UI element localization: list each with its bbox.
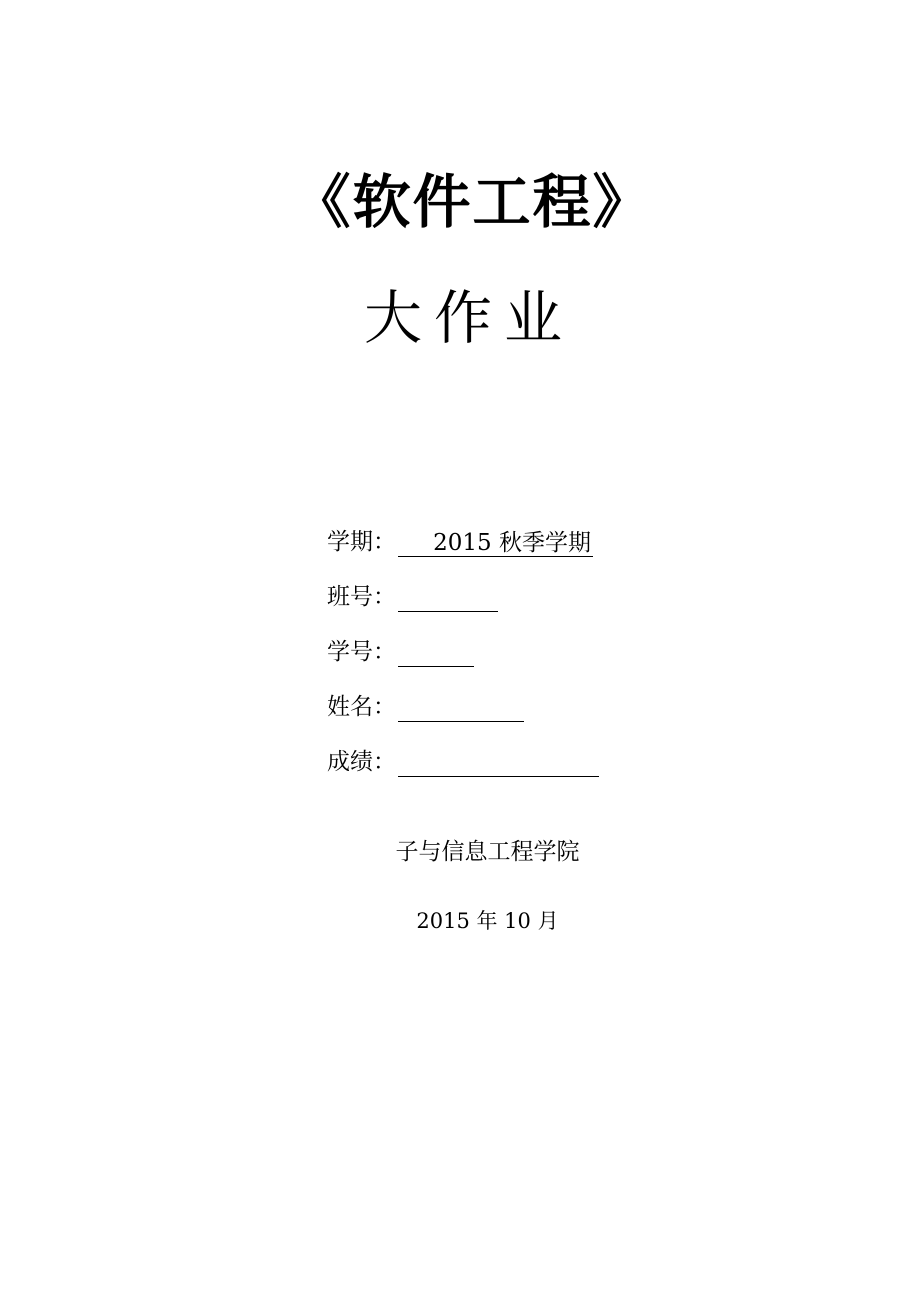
class-number-value [398, 584, 498, 612]
grade-value [398, 749, 599, 777]
grade-row [327, 722, 599, 777]
student-id-value [398, 639, 474, 667]
name-value [398, 694, 524, 722]
name-label: 姓名： [327, 694, 396, 720]
semester-value: 2015 秋季学期 [398, 529, 593, 557]
info-fields [327, 502, 599, 777]
grade-label: 成绩： [327, 749, 396, 775]
document-title: 《软件工程》 [292, 168, 653, 236]
student-id-row [327, 612, 599, 667]
document-subtitle: 大作业 [364, 284, 575, 352]
name-row [327, 667, 599, 722]
class-number-label: 班号： [327, 584, 396, 610]
school-name: 子与信息工程学院 [395, 839, 580, 865]
student-id-label: 学号： [327, 639, 396, 665]
document-date: 2015 年 10 月 [416, 909, 559, 933]
semester-row [327, 502, 599, 557]
semester-label: 学期： [327, 529, 396, 555]
class-number-row [327, 557, 599, 612]
